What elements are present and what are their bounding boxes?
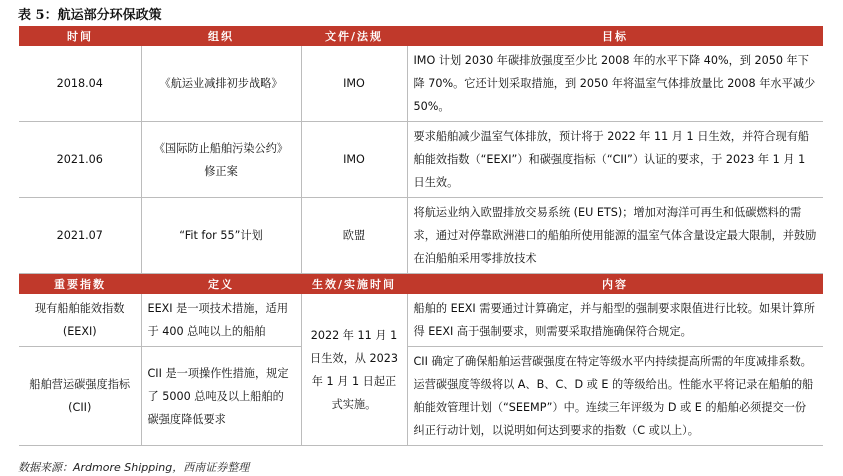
table-title: 表 5：航运部分环保政策 bbox=[18, 8, 162, 23]
header-row-1 bbox=[19, 26, 823, 46]
header-time: 时间 bbox=[19, 26, 141, 46]
org-cell: 《航运业减排初步战略》 bbox=[141, 46, 301, 122]
table-row bbox=[19, 198, 823, 274]
index-cell: 现有船舶能效指数(EEXI) bbox=[19, 294, 141, 347]
header-file: 文件/法规 bbox=[301, 26, 407, 46]
source-note: 数据来源：Ardmore Shipping，西南证券整理 bbox=[18, 461, 250, 474]
file-cell: IMO bbox=[301, 122, 407, 198]
table-row bbox=[19, 347, 823, 446]
header-index: 重要指数 bbox=[19, 274, 141, 295]
table-row bbox=[19, 122, 823, 198]
goal-cell: IMO 计划 2030 年碳排放强度至少比 2008 年的水平下降 40%，到 2050 年下降 70%。它还计划采取措施，到 2050 年将温室气体排放量比 2008 年水平减少 50%。 bbox=[407, 46, 823, 122]
time-cell: 2021.06 bbox=[19, 122, 141, 198]
index-cell: 船舶营运碳强度指标(CII) bbox=[19, 347, 141, 446]
org-cell: 《国际防止船舶污染公约》修正案 bbox=[141, 122, 301, 198]
header-org: 组织 bbox=[141, 26, 301, 46]
definition-cell: CII 是一项操作性措施，规定了 5000 总吨及以上船舶的碳强度降低要求 bbox=[141, 347, 301, 446]
time-cell: 2018.04 bbox=[19, 46, 141, 122]
file-cell: 欧盟 bbox=[301, 198, 407, 274]
table-row bbox=[19, 294, 823, 347]
header-row-2 bbox=[19, 274, 823, 295]
header-effective: 生效/实施时间 bbox=[301, 274, 407, 295]
table-row bbox=[19, 46, 823, 122]
org-cell: “Fit for 55”计划 bbox=[141, 198, 301, 274]
definition-cell: EEXI 是一项技术措施，适用于 400 总吨以上的船舶 bbox=[141, 294, 301, 347]
header-content: 内容 bbox=[407, 274, 823, 295]
content-cell: CII 确定了确保船舶运营碳强度在特定等级水平内持续提高所需的年度减排系数。运营碳强度等级将以 A、B、C、D 或 E 的等级给出。性能水平将记录在船舶的船舶能效管理计划（“SEEMP”）中。连续三年评级为 D 或 E 的船舶必须提交一份纠正行动计划，以说明如何达到要求的指数（C 或以上）。 bbox=[407, 347, 823, 446]
policy-table bbox=[19, 26, 823, 446]
file-cell: IMO bbox=[301, 46, 407, 122]
goal-cell: 将航运业纳入欧盟排放交易系统 (EU ETS)；增加对海洋可再生和低碳燃料的需求，通过对停靠欧洲港口的船舶所使用能源的温室气体含量设定最大限制，并鼓励在泊船舶采用零排放技术 bbox=[407, 198, 823, 274]
header-goal: 目标 bbox=[407, 26, 823, 46]
time-cell: 2021.07 bbox=[19, 198, 141, 274]
goal-cell: 要求船舶减少温室气体排放，预计将于 2022 年 11 月 1 日生效，并符合现有船舶能效指数（“EEXI”）和碳强度指标（“CII”）认证的要求，于 2023 年 1 月 1 日生效。 bbox=[407, 122, 823, 198]
content-cell: 船舶的 EEXI 需要通过计算确定，并与船型的强制要求限值进行比较。如果计算所得 EEXI 高于强制要求，则需要采取措施确保符合规定。 bbox=[407, 294, 823, 347]
header-definition: 定义 bbox=[141, 274, 301, 295]
effective-cell: 2022 年 11 月 1 日生效，从 2023 年 1 月 1 日起正式实施。 bbox=[301, 294, 407, 446]
